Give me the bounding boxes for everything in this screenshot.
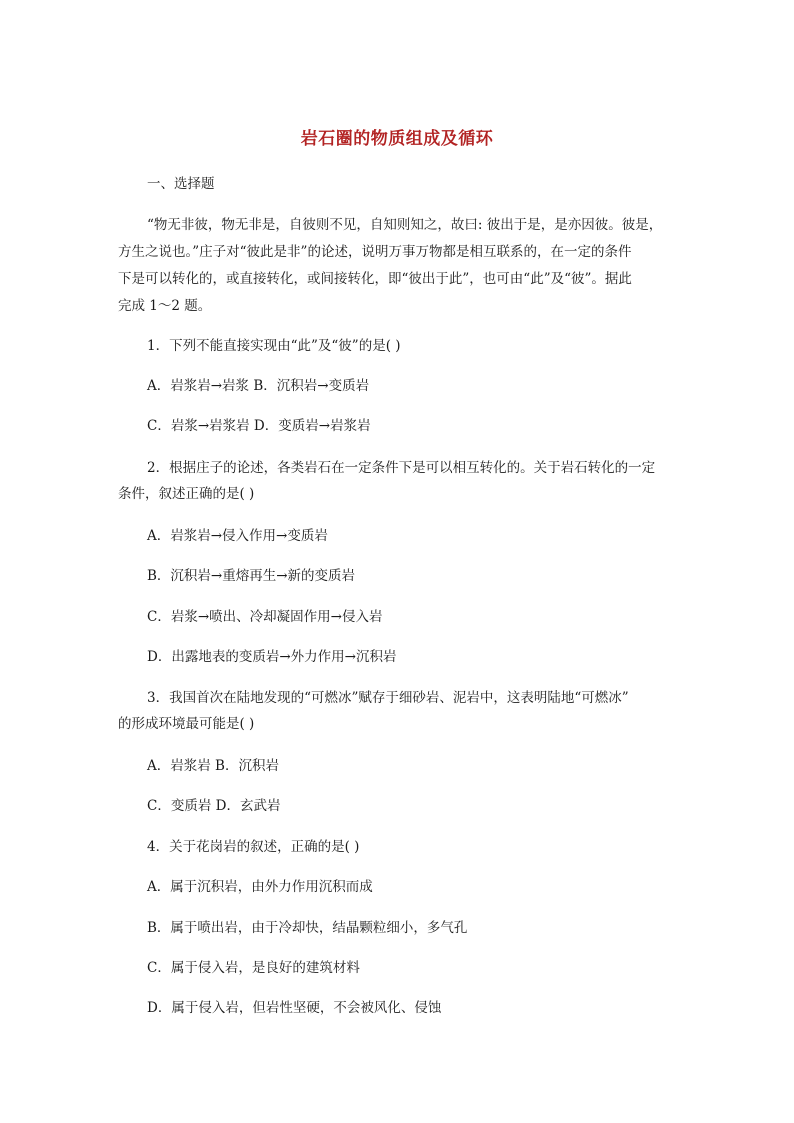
question-2-option-a: A．岩浆岩→侵入作用→变质岩 xyxy=(147,528,328,544)
page-title: 岩石圈的物质组成及循环 xyxy=(300,129,494,149)
question-3-options-ab: A．岩浆岩 B．沉积岩 xyxy=(147,758,279,774)
question-4-option-b: B．属于喷出岩，由于冷却快，结晶颗粒细小，多气孔 xyxy=(147,920,468,936)
passage-line-3: 下是可以转化的，或直接转化，或间接转化，即“彼出于此”，也可由“此”及“彼”。据此 xyxy=(118,271,632,287)
passage-line-4: 完成 1～2 题。 xyxy=(118,298,212,314)
question-1-stem: 1．下列不能直接实现由“此”及“彼”的是( ) xyxy=(147,338,401,354)
passage-line-1: “物无非彼，物无非是，自彼则不见，自知则知之，故曰: 彼出于是，是亦因彼。彼是， xyxy=(147,217,663,233)
question-2-stem-line-1: 2．根据庄子的论述，各类岩石在一定条件下是可以相互转化的。关于岩石转化的一定 xyxy=(147,460,656,476)
passage-line-2: 方生之说也。”庄子对“彼此是非”的论述，说明万事万物都是相互联系的，在一定的条件 xyxy=(118,244,632,260)
question-2-option-b: B．沉积岩→重熔再生→新的变质岩 xyxy=(147,568,356,584)
question-1-options-ab: A．岩浆岩→岩浆 B．沉积岩→变质岩 xyxy=(147,378,370,394)
question-4-option-d: D．属于侵入岩，但岩性坚硬，不会被风化、侵蚀 xyxy=(147,1000,442,1016)
question-3-stem-line-2: 的形成环境最可能是( ) xyxy=(118,716,255,732)
section-heading: 一、选择题 xyxy=(147,176,215,192)
question-2-option-c: C．岩浆→喷出、冷却凝固作用→侵入岩 xyxy=(147,609,383,625)
question-2-stem-line-2: 条件，叙述正确的是( ) xyxy=(118,486,255,502)
question-3-options-cd: C．变质岩 D．玄武岩 xyxy=(147,798,281,814)
question-3-stem-line-1: 3．我国首次在陆地发现的“可燃冰”赋存于细砂岩、泥岩中，这表明陆地“可燃冰” xyxy=(147,690,629,706)
question-2-option-d: D．出露地表的变质岩→外力作用→沉积岩 xyxy=(147,649,397,665)
question-4-option-c: C．属于侵入岩，是良好的建筑材料 xyxy=(147,960,360,976)
question-4-option-a: A．属于沉积岩，由外力作用沉积而成 xyxy=(147,879,373,895)
question-1-options-cd: C．岩浆→岩浆岩 D．变质岩→岩浆岩 xyxy=(147,418,371,434)
question-4-stem: 4．关于花岗岩的叙述，正确的是( ) xyxy=(147,839,360,855)
